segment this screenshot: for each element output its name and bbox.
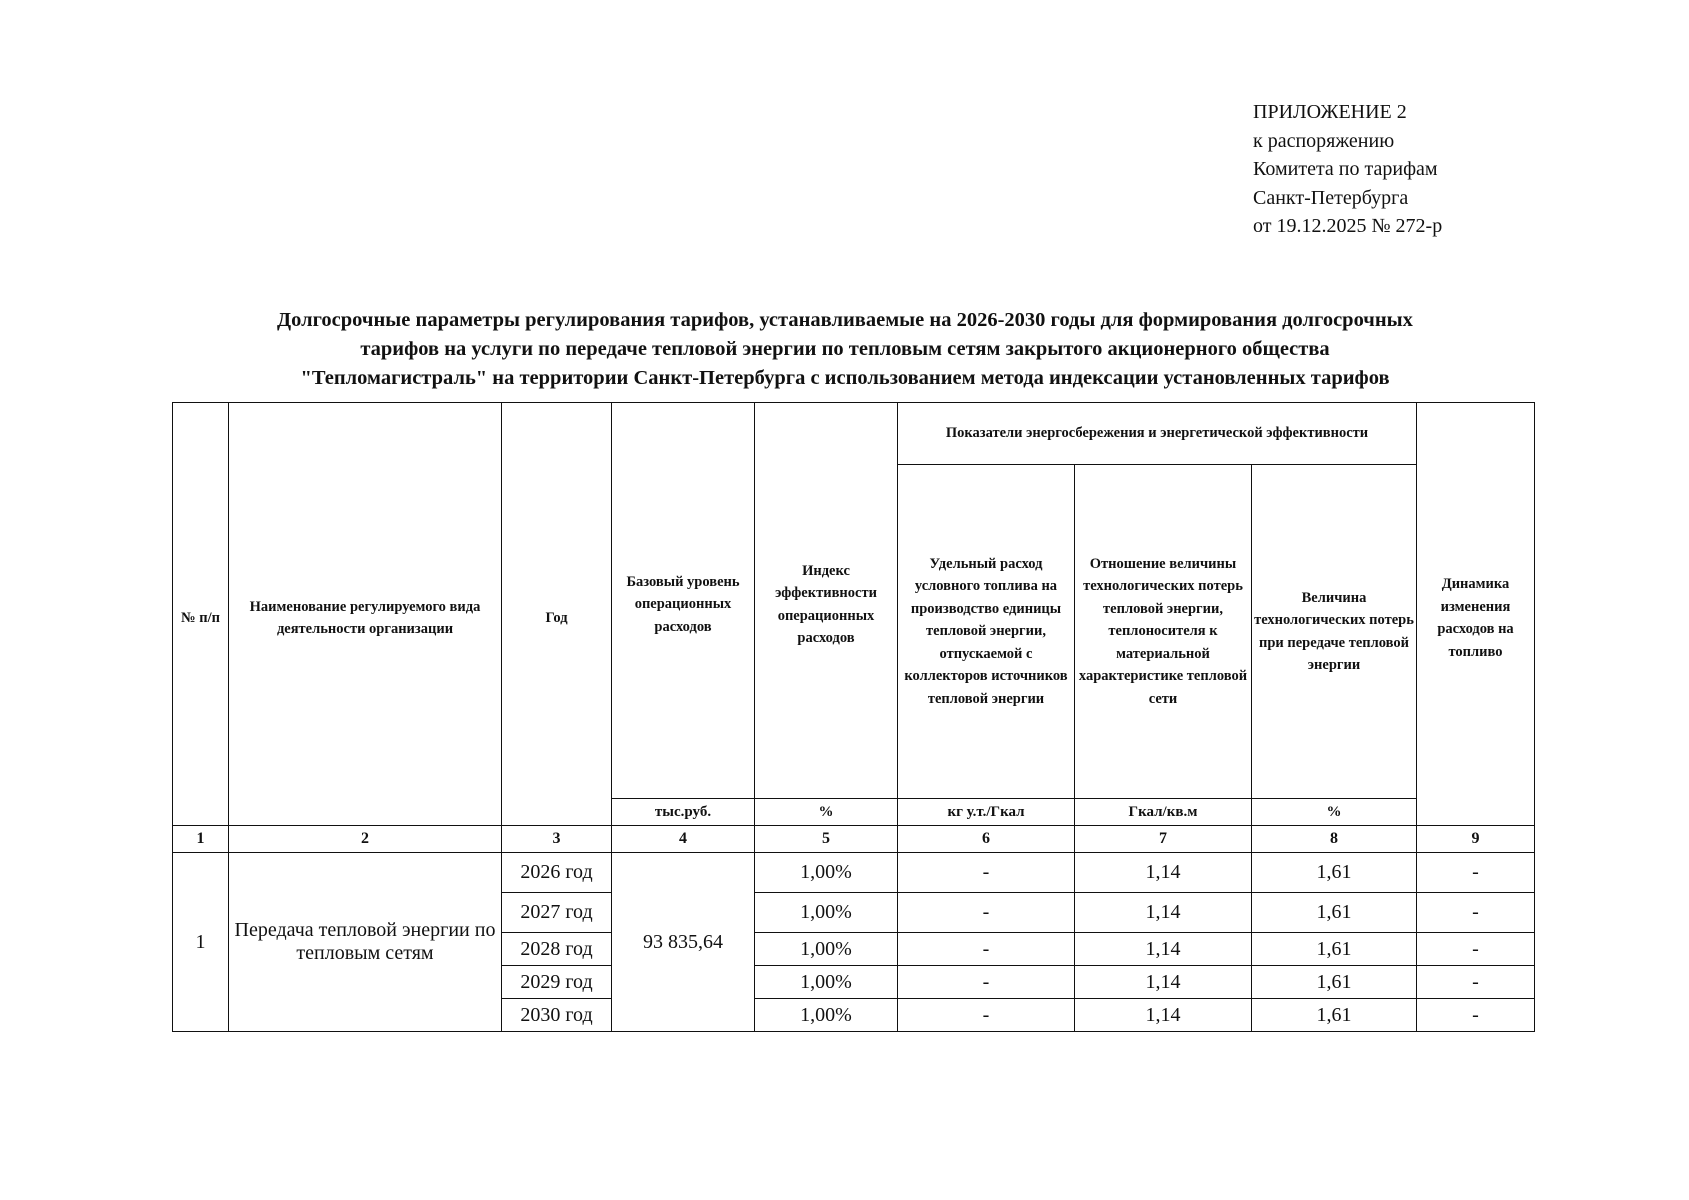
title-line: Долгосрочные параметры регулирования тарифов, устанавливаемые на 2026-2030 годы для формирования долгосрочных	[277, 309, 1413, 331]
fuel-dynamics-cell: -	[1417, 966, 1535, 999]
unit-loss-ratio: Гкал/кв.м	[1075, 799, 1252, 826]
year-cell: 2026 год	[502, 853, 612, 893]
base-opex-value: 93 835,64	[612, 853, 755, 1032]
header-number: № п/п	[173, 403, 229, 826]
tech-losses-cell: 1,61	[1252, 966, 1417, 999]
row-number: 1	[173, 853, 229, 1032]
column-number: 6	[898, 826, 1075, 853]
fuel-dynamics-cell: -	[1417, 893, 1535, 933]
loss-ratio-cell: 1,14	[1075, 966, 1252, 999]
header-efficiency-index: Индекс эффективности операционных расходов	[755, 403, 898, 799]
title-line: тарифов на услуги по передаче тепловой энергии по тепловым сетям закрытого акционерного общества	[360, 338, 1330, 360]
efficiency-index-cell: 1,00%	[755, 853, 898, 893]
year-cell: 2029 год	[502, 966, 612, 999]
activity-name: Передача тепловой энергии по тепловым сетям	[229, 853, 502, 1032]
appendix-block	[1253, 98, 1442, 241]
appendix-line: от 19.12.2025 № 272-р	[1253, 215, 1443, 237]
header-loss-ratio: Отношение величины технологических потерь тепловой энергии, теплоносителя к материальной характеристике тепловой сети	[1075, 465, 1252, 799]
tech-losses-cell: 1,61	[1252, 999, 1417, 1032]
loss-ratio-cell: 1,14	[1075, 999, 1252, 1032]
unit-efficiency-index: %	[755, 799, 898, 826]
loss-ratio-cell: 1,14	[1075, 853, 1252, 893]
column-number: 2	[229, 826, 502, 853]
efficiency-index-cell: 1,00%	[755, 893, 898, 933]
column-number: 1	[173, 826, 229, 853]
column-number: 8	[1252, 826, 1417, 853]
loss-ratio-cell: 1,14	[1075, 893, 1252, 933]
appendix-line: Санкт-Петербурга	[1253, 186, 1409, 209]
fuel-rate-cell: -	[898, 893, 1075, 933]
appendix-line: к распоряжению	[1253, 129, 1395, 152]
fuel-dynamics-cell: -	[1417, 933, 1535, 966]
efficiency-index-cell: 1,00%	[755, 999, 898, 1032]
year-cell: 2027 год	[502, 893, 612, 933]
appendix-line: Комитета по тарифам	[1253, 158, 1438, 180]
unit-tech-losses: %	[1252, 799, 1417, 826]
header-tech-losses: Величина технологических потерь при передаче тепловой энергии	[1252, 465, 1417, 799]
fuel-rate-cell: -	[898, 853, 1075, 893]
tech-losses-cell: 1,61	[1252, 933, 1417, 966]
fuel-dynamics-cell: -	[1417, 999, 1535, 1032]
document-title	[150, 306, 1540, 393]
fuel-rate-cell: -	[898, 999, 1075, 1032]
header-fuel-dynamics: Динамика изменения расходов на топливо	[1417, 403, 1535, 826]
column-number: 3	[502, 826, 612, 853]
column-numbers-row	[173, 826, 1535, 853]
header-energy-saving-group: Показатели энергосбережения и энергетической эффективности	[898, 403, 1417, 465]
column-number: 4	[612, 826, 755, 853]
fuel-rate-cell: -	[898, 933, 1075, 966]
fuel-dynamics-cell: -	[1417, 853, 1535, 893]
appendix-line: ПРИЛОЖЕНИЕ 2	[1253, 101, 1407, 123]
header-activity: Наименование регулируемого вида деятельности организации	[229, 403, 502, 826]
column-number: 9	[1417, 826, 1535, 853]
column-number: 5	[755, 826, 898, 853]
tech-losses-cell: 1,61	[1252, 853, 1417, 893]
efficiency-index-cell: 1,00%	[755, 966, 898, 999]
efficiency-index-cell: 1,00%	[755, 933, 898, 966]
tech-losses-cell: 1,61	[1252, 893, 1417, 933]
year-cell: 2030 год	[502, 999, 612, 1032]
header-year: Год	[502, 403, 612, 826]
tariff-parameters-table	[172, 402, 1535, 1032]
title-line: "Тепломагистраль" на территории Санкт-Петербурга с использованием метода индексации установленных тарифов	[300, 367, 1390, 389]
unit-fuel-rate: кг у.т./Гкал	[898, 799, 1075, 826]
loss-ratio-cell: 1,14	[1075, 933, 1252, 966]
header-fuel-rate: Удельный расход условного топлива на производство единицы тепловой энергии, отпускаемой с коллекторов источников тепловой энергии	[898, 465, 1075, 799]
table-row	[173, 853, 1535, 893]
fuel-rate-cell: -	[898, 966, 1075, 999]
year-cell: 2028 год	[502, 933, 612, 966]
column-number: 7	[1075, 826, 1252, 853]
unit-base-opex: тыс.руб.	[612, 799, 755, 826]
header-base-opex: Базовый уровень операционных расходов	[612, 403, 755, 799]
